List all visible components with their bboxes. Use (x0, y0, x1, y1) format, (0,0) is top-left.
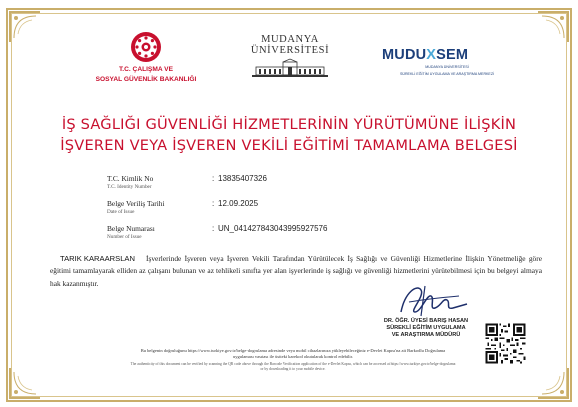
center-sub-line1: MUDANYA ÜNİVERSİTESİ (425, 65, 469, 69)
signature-icon (381, 282, 471, 318)
field-label: Belge Veriliş Tarihi (107, 199, 165, 208)
certificate-body-text: İşverlerinde İşveren veya İşveren Vekili Tarafından Yürütülecek İş Sağlığı ve Güvenliği Hizmetlerine İlişkin Yönetmeliğe göre eğitimi tamamlayarak elliden az çalışanı bulunan ve az tehlikeli sınıfta yer alan işyerlerinde iş sağlığı ve güvenliği hizmetlerini yürütebilmesi için bu belgeyi almaya hak kazanmıştır. (50, 254, 542, 288)
field-label-en: T.C. Identity Number (107, 184, 152, 190)
university-name-line1: MUDANYA (261, 34, 319, 45)
footer-text-en: The authenticity of this document can be verified by scanning the QR code above through the Barcode Verification application of the e-Devlet Kapısı, which can be accessed at https://www.turkiye.gov.tr/belge-dogrulama or by downloading it to your mobile device. (130, 361, 456, 371)
field-label-en: Date of Issue (107, 209, 135, 215)
ministry-name-line2: SOSYAL GÜVENLİK BAKANLIĞI (95, 76, 197, 83)
corner-ornament-icon (536, 10, 570, 44)
field-colon: : (212, 224, 215, 233)
signatory-title-line2: VE ARAŞTIRMA MÜDÜRÜ (391, 332, 461, 338)
university-building-icon (250, 58, 330, 78)
ministry-name-line1: T.C. ÇALIŞMA VE (119, 66, 173, 73)
signature-block (360, 282, 492, 339)
certificate-title (20, 114, 558, 156)
ministry-emblem-icon (129, 30, 163, 64)
verification-footer (130, 348, 456, 372)
field-label: T.C. Kimlik No (107, 174, 154, 183)
ministry-logo (76, 30, 216, 84)
university-logo (238, 34, 342, 78)
field-value-identity: 13835407326 (218, 174, 267, 183)
corner-ornament-icon (536, 366, 570, 400)
signatory-name: DR. ÖĞR. ÜYESİ BARIŞ HASAN (383, 318, 469, 324)
field-label: Belge Numarası (107, 224, 155, 233)
center-sub-line2: SÜREKLİ EĞİTİM UYGULAMA VE ARAŞTIRMA MERKEZİ (399, 71, 495, 76)
field-value-number: UN_041427843043995927576 (218, 224, 328, 233)
center-logo (382, 48, 512, 76)
signatory-title-line1: SÜREKLİ EĞİTİM UYGULAMA (386, 325, 466, 331)
field-colon: : (212, 174, 215, 183)
recipient-name: TARIK KARAARSLAN (60, 254, 135, 263)
field-value-date: 12.09.2025 (218, 199, 259, 208)
title-line-1: İŞ SAĞLIĞI GÜVENLİĞİ HİZMETLERİNİN YÜRÜTÜMÜNE İLİŞKİN (61, 116, 517, 133)
field-colon: : (212, 199, 215, 208)
university-name-line2: ÜNİVERSİTESİ (250, 45, 330, 56)
verification-qr-code-icon (484, 322, 527, 365)
corner-ornament-icon (8, 366, 42, 400)
corner-ornament-icon (8, 10, 42, 44)
field-label-en: Number of Issue (107, 234, 142, 240)
title-line-2: İŞVEREN VEYA İŞVEREN VEKİLİ EĞİTİMİ TAMAMLAMA BELGESİ (60, 137, 518, 154)
center-brand-name: MUDUXSEM (382, 47, 469, 63)
footer-text-tr: Bu belgenin doğruluğunu https://www.turkiye.gov.tr/belge-dogrulama adresinde veya mobil cihazlarınıza yükleyebileceğiniz e-Devlet Kapısı'na ait Barkodlu Doğrulama uygulaması vasıtası ile üstteki karekod okutularak kontrol edebilir. (140, 348, 446, 360)
